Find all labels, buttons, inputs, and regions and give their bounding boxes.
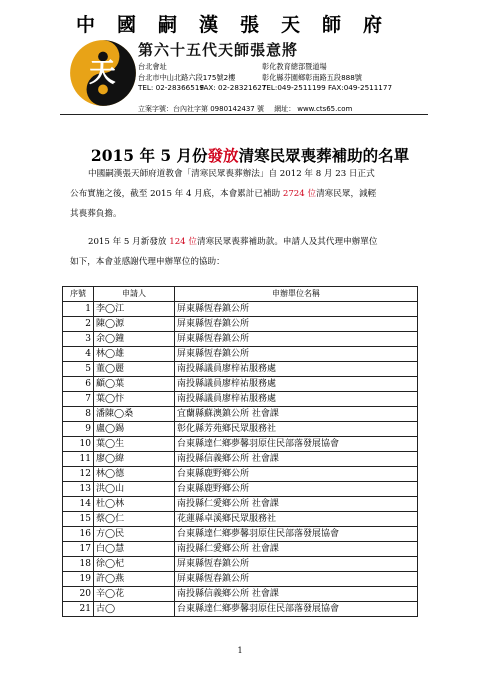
text-segment: 清寒民眾，減輕 — [316, 189, 377, 199]
row-number: 19 — [63, 572, 94, 587]
agency-name: 台東縣鹿野鄉公所 — [175, 467, 418, 482]
applicant-name: 辛◯花 — [94, 587, 175, 602]
info-row — [138, 73, 392, 84]
table-row — [63, 512, 418, 527]
table-row — [63, 407, 418, 422]
agency-name: 屏東縣恆春鎮公所 — [175, 572, 418, 587]
table-row — [63, 527, 418, 542]
info-cell: FAX: 02-28321627 — [200, 83, 267, 92]
applicant-name: 顧◯葉 — [94, 377, 175, 392]
info-cell: 彰化縣芬園鄉彰南路五段888號 — [262, 72, 362, 82]
row-number: 6 — [63, 377, 94, 392]
applicant-name: 方◯民 — [94, 527, 175, 542]
table-row — [63, 362, 418, 377]
row-number: 3 — [63, 332, 94, 347]
applicant-name: 董◯麗 — [94, 362, 175, 377]
applicant-name: 廖◯緯 — [94, 452, 175, 467]
agency-name: 屏東縣恆春鎮公所 — [175, 332, 418, 347]
agency-name: 南投縣仁愛鄉公所 社會課 — [175, 497, 418, 512]
paragraph-line — [70, 184, 430, 204]
column-header: 申請人 — [94, 287, 175, 302]
info-row — [138, 62, 392, 73]
row-number: 13 — [63, 482, 94, 497]
row-number: 4 — [63, 347, 94, 362]
text-segment: 2015 年 5 月新發放 — [88, 237, 170, 247]
table-row — [63, 452, 418, 467]
info-cell: TEL: 02-28366519 — [138, 83, 204, 92]
count-highlight: 2724 位 — [282, 189, 317, 199]
paragraph-line: 中國嗣漢張天師府道教會「清寒民眾喪葬辦法」自 2012 年 8 月 23 日正式 — [88, 169, 375, 179]
row-number: 5 — [63, 362, 94, 377]
document-title — [60, 144, 440, 166]
page-number: 1 — [237, 646, 243, 655]
table-row — [63, 602, 418, 617]
row-number: 2 — [63, 317, 94, 332]
paragraph-line — [70, 232, 430, 252]
agency-name: 南投縣議員廖梓祐服務處 — [175, 377, 418, 392]
row-number: 20 — [63, 587, 94, 602]
table-row — [63, 497, 418, 512]
row-number: 14 — [63, 497, 94, 512]
taichi-logo-icon — [68, 38, 138, 108]
row-number: 17 — [63, 542, 94, 557]
agency-name: 屏東縣恆春鎮公所 — [175, 557, 418, 572]
agency-name: 宜蘭縣蘇澳鎮公所 社會課 — [175, 407, 418, 422]
org-title: 中國嗣漢張天師府 — [75, 14, 404, 36]
applicant-name: 蔡◯仁 — [94, 512, 175, 527]
table-row — [63, 557, 418, 572]
applicant-name: 古◯ — [94, 602, 175, 617]
table-row — [63, 542, 418, 557]
table-row — [63, 467, 418, 482]
table-row — [63, 482, 418, 497]
agency-name: 台東縣達仁鄉夢馨羽原住民部落發展協會 — [175, 437, 418, 452]
subtitle: 第六十五代天師張意將 — [138, 41, 299, 59]
count-highlight: 124 位 — [169, 237, 197, 247]
table-row — [63, 437, 418, 452]
agency-name: 屏東縣恆春鎮公所 — [175, 302, 418, 317]
applicant-name: 葉◯忭 — [94, 392, 175, 407]
applicant-name: 洪◯山 — [94, 482, 175, 497]
column-header: 申辦單位名稱 — [175, 287, 418, 302]
row-number: 18 — [63, 557, 94, 572]
svg-text:天: 天 — [89, 57, 116, 89]
table-row — [63, 392, 418, 407]
agency-name: 屏東縣恆春鎮公所 — [175, 347, 418, 362]
agency-name: 台東縣達仁鄉夢馨羽原住民部落發展協會 — [175, 527, 418, 542]
agency-name: 彰化縣芳苑鄉民眾服務社 — [175, 422, 418, 437]
agency-name: 花蓮縣卓溪鄉民眾服務社 — [175, 512, 418, 527]
applicant-name: 徐◯杞 — [94, 557, 175, 572]
agency-name: 南投縣議員廖梓祐服務處 — [175, 392, 418, 407]
table-row — [63, 572, 418, 587]
website-label: 網址： — [274, 105, 296, 113]
row-number: 9 — [63, 422, 94, 437]
table-row — [63, 377, 418, 392]
column-header: 序號 — [63, 287, 94, 302]
row-number: 10 — [63, 437, 94, 452]
table-row — [63, 302, 418, 317]
row-number: 1 — [63, 302, 94, 317]
title-highlight: 發放 — [207, 146, 239, 165]
agency-name: 台東縣達仁鄉夢馨羽原住民部落發展協會 — [175, 602, 418, 617]
info-cell: 台北市中山北路六段175號2樓 — [138, 72, 236, 82]
agency-name: 台東縣鹿野鄉公所 — [175, 482, 418, 497]
row-number: 11 — [63, 452, 94, 467]
table-row — [63, 422, 418, 437]
title-text: 清寒民眾喪葬補助的名單 — [238, 146, 410, 165]
table-row — [63, 587, 418, 602]
agency-name: 南投縣信義鄉公所 社會課 — [175, 452, 418, 467]
applicant-name: 盧◯錫 — [94, 422, 175, 437]
header-divider — [60, 114, 428, 115]
agency-name: 南投縣仁愛鄉公所 社會課 — [175, 542, 418, 557]
info-cell: 台北會址 — [138, 62, 167, 71]
applicant-name: 陳◯源 — [94, 317, 175, 332]
info-row — [138, 83, 392, 94]
applicant-name: 余◯鐘 — [94, 332, 175, 347]
letterhead — [0, 0, 480, 120]
title-text: 2015 年 5 月份 — [90, 146, 208, 165]
agency-name: 南投縣信義鄉公所 社會課 — [175, 587, 418, 602]
registration-number: 立案字號：台內社字第 0980142437 號 — [138, 105, 264, 113]
applicant-name: 林◯德 — [94, 467, 175, 482]
applicant-name: 葉◯生 — [94, 437, 175, 452]
table-row — [63, 317, 418, 332]
info-cell: TEL:049-2511199 FAX:049-2511177 — [262, 83, 393, 92]
release-paragraph — [70, 232, 430, 272]
website-link[interactable]: www.cts65.com — [297, 105, 353, 113]
row-number: 12 — [63, 467, 94, 482]
applicant-name: 白◯慧 — [94, 542, 175, 557]
table-row — [63, 332, 418, 347]
row-number: 21 — [63, 602, 94, 617]
table-row — [63, 347, 418, 362]
row-number: 8 — [63, 407, 94, 422]
applicant-name: 潘陳◯桑 — [94, 407, 175, 422]
registration-line — [138, 104, 360, 114]
paragraph-line: 其喪葬負擔。 — [70, 209, 122, 219]
agency-name: 屏東縣恆春鎮公所 — [175, 317, 418, 332]
text-segment: 清寒民眾喪葬補助款。申請人及其代理申辦單位 — [196, 237, 378, 247]
agency-name: 南投縣議員廖梓祐服務處 — [175, 362, 418, 377]
info-cell: 彰化教育總部暨道場 — [262, 62, 327, 71]
row-number: 7 — [63, 392, 94, 407]
table-header-row — [63, 287, 418, 302]
row-number: 16 — [63, 527, 94, 542]
applicant-name: 林◯雄 — [94, 347, 175, 362]
contact-info — [138, 62, 392, 94]
applicant-name: 許◯燕 — [94, 572, 175, 587]
text-segment: 公布實施之後，截至 2015 年 4 月底，本會累計已補助 — [70, 189, 283, 199]
row-number: 15 — [63, 512, 94, 527]
recipient-table — [62, 286, 418, 617]
paragraph-line: 如下，本會並感謝代理申辦單位的協助： — [70, 257, 225, 267]
intro-paragraph — [70, 164, 430, 224]
applicant-name: 杜◯林 — [94, 497, 175, 512]
applicant-name: 李◯江 — [94, 302, 175, 317]
